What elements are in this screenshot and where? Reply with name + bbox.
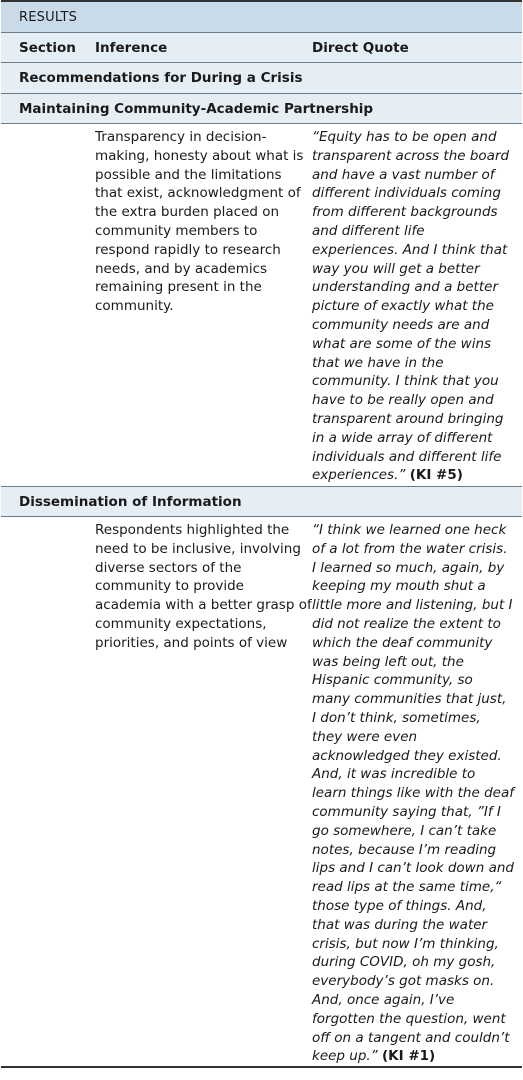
column-header-section: Section bbox=[19, 40, 76, 56]
quote-text: “I think we learned one heck of a lot from the water crisis. I learned so much, again, by keeping my mouth shut a little more and listening, but I did not realize the extent to which the deaf community was being left out, the Hispanic community, so many communities that just, I don’t think, sometimes, they were even acknowledged they existed. And, it was incredible to learn things like with the deaf community saying that, ”If I go somewhere, I can’t take notes, because I’m reading lips and I can’t look down and read lips at the same time,“ those type of things. And, that was during the water crisis, but now I’m thinking, during COVID, oh my gosh, everybody’s got masks on. And, once again, I’ve forgotten the question, went off on a tangent and couldn’t keep up.” bbox=[312, 522, 514, 1065]
quote-cell bbox=[312, 517, 522, 1066]
subsection-title: Maintaining Community-Academic Partnership bbox=[1, 94, 522, 124]
table-row bbox=[1, 124, 522, 486]
table-row bbox=[1, 517, 522, 1066]
inference-cell: Transparency in decision-making, honesty about what is possible and the limitations that exist, acknowledgment of the extra burden placed on community members to respond rapidly to research needs, and by academics remaining present in the community. bbox=[95, 129, 304, 315]
key-informant-ref: (KI #5) bbox=[409, 467, 463, 484]
section-cell bbox=[1, 124, 95, 486]
quote-text: “Equity has to be open and transparent across the board and have a vast number of different individuals coming from different backgrounds and different life experiences. And I think that way you will get a better understanding and a better picture of exactly what the community needs are and what are some of the wins that we have in the community. I think that you have to be really open and transparent around bringing in a wide array of different individuals and different life experiences.” bbox=[312, 129, 510, 484]
key-informant-ref: (KI #1) bbox=[382, 1048, 436, 1065]
quote-cell bbox=[312, 124, 522, 486]
column-header-direct-quote: Direct Quote bbox=[312, 40, 409, 56]
column-header-inference: Inference bbox=[95, 40, 168, 56]
section-cell bbox=[1, 517, 95, 1066]
subsection-title: Dissemination of Information bbox=[1, 486, 522, 517]
inference-cell: Respondents highlighted the need to be inclusive, involving diverse sectors of the community to provide academia with a better grasp of community expectations, priorities, and points of view bbox=[95, 522, 312, 651]
table-caption: RESULTS bbox=[1, 2, 522, 32]
results-table bbox=[1, 0, 522, 1068]
table-header-row bbox=[1, 32, 522, 63]
group-title: Recommendations for During a Crisis bbox=[1, 63, 522, 94]
